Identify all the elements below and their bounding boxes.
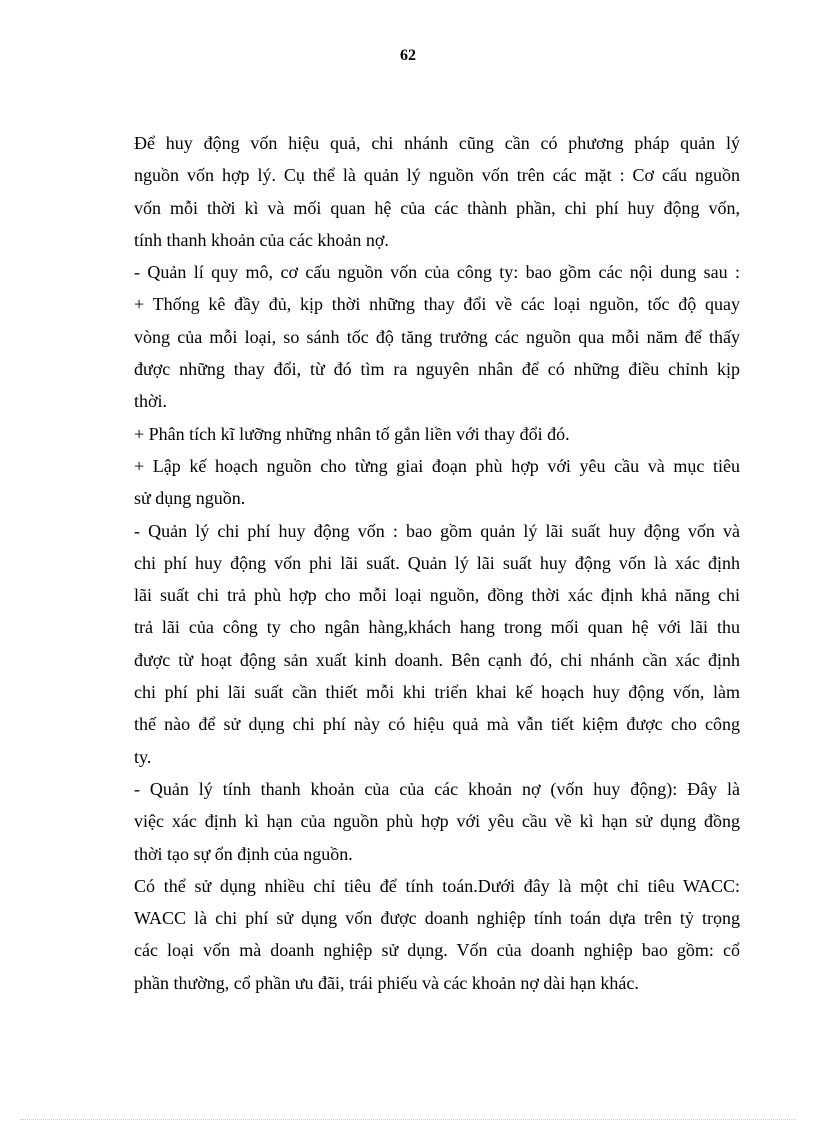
text-line: Có thể sử dụng nhiều chỉ tiêu để tính toán.Dưới đây là một chỉ tiêu WACC:	[134, 875, 740, 896]
page-number: 62	[400, 47, 416, 64]
text-line: chi phí huy động vốn phi lãi suất. Quản lý lãi suất huy động vốn là xác định	[134, 552, 740, 573]
text-line: vốn mỗi thời kì và mối quan hệ của các thành phần, chi phí huy động vốn,	[134, 197, 740, 218]
text-line: - Quản lý chi phí huy động vốn : bao gồm quản lý lãi suất huy động vốn và	[134, 520, 740, 541]
text-line: tính thanh khoản của các khoản nợ.	[134, 229, 389, 250]
text-line: ty.	[134, 746, 152, 767]
text-line: + Phân tích kĩ lưỡng những nhân tố gắn liền với thay đổi đó.	[134, 423, 570, 444]
text-line: thời tạo sự ổn định của nguồn.	[134, 843, 353, 864]
text-line: chi phí phi lãi suất cần thiết mỗi khi triển khai kế hoạch huy động vốn, làm	[134, 682, 740, 703]
text-line: việc xác định kì hạn của nguồn phù hợp với yêu cầu về kì hạn sử dụng đồng	[134, 811, 740, 832]
text-line: vòng của mỗi loại, so sánh tốc độ tăng trưởng các nguồn qua mỗi năm để thấy	[134, 326, 740, 347]
text-line: thế nào để sử dụng chi phí này có hiệu quả mà vẫn tiết kiệm được cho công	[134, 714, 740, 735]
text-line: nguồn vốn hợp lý. Cụ thể là quản lý nguồn vốn trên các mặt : Cơ cấu nguồn	[134, 165, 740, 186]
text-line: + Lập kế hoạch nguồn cho từng giai đoạn phù hợp với yêu cầu và mục tiêu	[134, 455, 740, 476]
document-body	[134, 127, 740, 999]
text-line: lãi suất chi trả phù hợp cho mỗi loại nguồn, đồng thời xác định khả năng chi	[134, 585, 740, 606]
text-line: các loại vốn mà doanh nghiệp sử dụng. Vốn của doanh nghiệp bao gồm: cổ	[134, 940, 740, 961]
text-line: Để huy động vốn hiệu quả, chi nhánh cũng cần có phương pháp quản lý	[134, 133, 740, 153]
text-line: - Quản lý tính thanh khoản của của các khoản nợ (vốn huy động): Đây là	[134, 778, 740, 799]
text-line: sử dụng nguồn.	[134, 488, 246, 509]
page-bottom-divider	[20, 1119, 796, 1120]
text-line: + Thống kê đầy đủ, kịp thời những thay đổi về các loại nguồn, tốc độ quay	[134, 294, 740, 315]
text-line: WACC là chi phí sử dụng vốn được doanh nghiệp tính toán dựa trên tỷ trọng	[134, 908, 740, 929]
text-line: trả lãi của công ty cho ngân hàng,khách hang trong mối quan hệ với lãi thu	[134, 617, 740, 638]
text-line: được những thay đổi, từ đó tìm ra nguyên nhân để có những điều chỉnh kịp	[134, 359, 740, 380]
text-line: phần thường, cổ phần ưu đãi, trái phiếu và các khoản nợ dài hạn khác.	[134, 972, 639, 993]
text-line: - Quản lí quy mô, cơ cấu nguồn vốn của công ty: bao gồm các nội dung sau :	[134, 262, 740, 283]
text-line: thời.	[134, 391, 168, 412]
text-line: được từ hoạt động sản xuất kinh doanh. Bên cạnh đó, chi nhánh cần xác định	[134, 649, 740, 670]
